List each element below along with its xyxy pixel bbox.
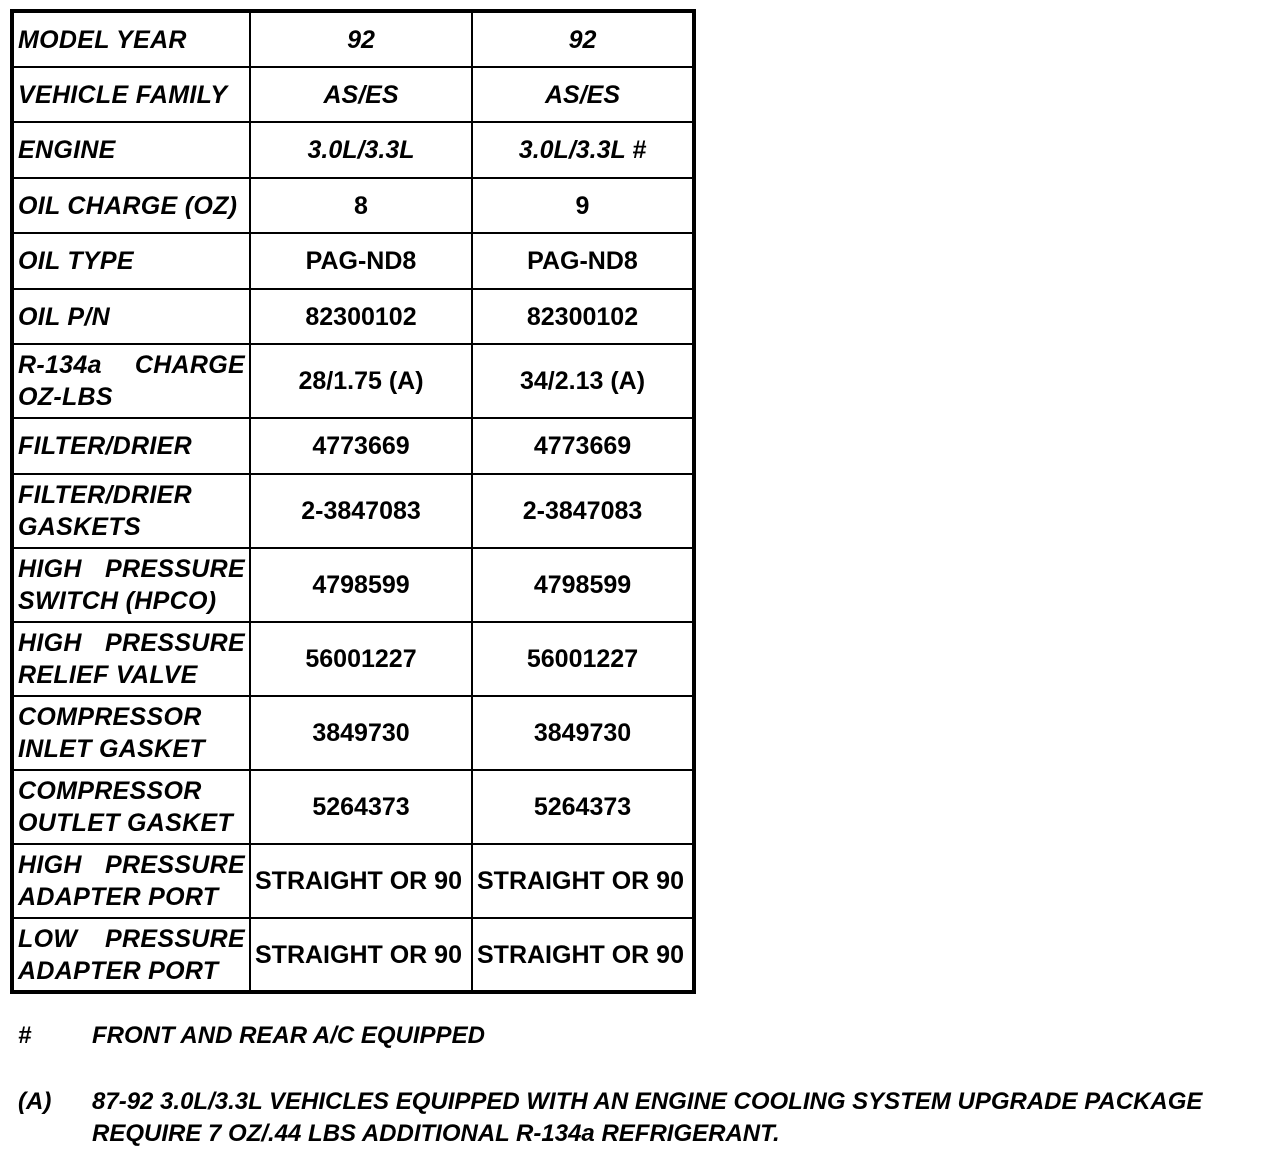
row-label: COMPRESSOR OUTLET GASKET (12, 770, 250, 844)
cell-value: 92 (472, 11, 694, 67)
cell-value: STRAIGHT OR 90 (472, 918, 694, 992)
row-label: HIGH PRESSURE RELIEF VALVE (12, 622, 250, 696)
cell-value: 82300102 (472, 289, 694, 344)
row-label: FILTER/DRIER GASKETS (12, 474, 250, 548)
cell-value: 3849730 (472, 696, 694, 770)
cell-value: 3849730 (250, 696, 472, 770)
cell-value: 56001227 (250, 622, 472, 696)
cell-value: 4798599 (472, 548, 694, 622)
table-row (12, 474, 694, 548)
cell-value: STRAIGHT OR 90 (472, 844, 694, 918)
table-row (12, 178, 694, 233)
row-label: MODEL YEAR (12, 11, 250, 67)
cell-value: AS/ES (250, 67, 472, 122)
row-label: LOW PRESSURE ADAPTER PORT (12, 918, 250, 992)
table-row (12, 233, 694, 289)
cell-value: 4798599 (250, 548, 472, 622)
row-label: HIGH PRESSURE SWITCH (HPCO) (12, 548, 250, 622)
cell-value: 3.0L/3.3L # (472, 122, 694, 178)
footnotes (18, 1020, 1273, 1150)
row-label: R-134a CHARGE OZ-LBS (12, 344, 250, 418)
cell-value: PAG-ND8 (472, 233, 694, 289)
cell-value: AS/ES (472, 67, 694, 122)
table-row (12, 770, 694, 844)
table-row (12, 418, 694, 474)
cell-value: STRAIGHT OR 90 (250, 844, 472, 918)
cell-value: 92 (250, 11, 472, 67)
row-label: FILTER/DRIER (12, 418, 250, 474)
cell-value: 9 (472, 178, 694, 233)
cell-value: 5264373 (250, 770, 472, 844)
table-row (12, 67, 694, 122)
cell-value: 2-3847083 (472, 474, 694, 548)
row-label: ENGINE (12, 122, 250, 178)
cell-value: 4773669 (472, 418, 694, 474)
table-row (12, 289, 694, 344)
table-row (12, 622, 694, 696)
table-row (12, 696, 694, 770)
cell-value: 82300102 (250, 289, 472, 344)
cell-value: 5264373 (472, 770, 694, 844)
table-row (12, 844, 694, 918)
row-label: OIL P/N (12, 289, 250, 344)
footnote-text: 87-92 3.0L/3.3L VEHICLES EQUIPPED WITH AN ENGINE COOLING SYSTEM UPGRADE PACKAGE REQUIRE 7 OZ/.44 LBS ADDITIONAL R-134a REFRIGERANT. (92, 1088, 1203, 1147)
table-row (12, 344, 694, 418)
footnote-key: # (18, 1022, 32, 1049)
row-label: COMPRESSOR INLET GASKET (12, 696, 250, 770)
cell-value: STRAIGHT OR 90 (250, 918, 472, 992)
row-label: VEHICLE FAMILY (12, 67, 250, 122)
cell-value: 3.0L/3.3L (250, 122, 472, 178)
table-row (12, 11, 694, 67)
cell-value: 56001227 (472, 622, 694, 696)
row-label: HIGH PRESSURE ADAPTER PORT (12, 844, 250, 918)
footnote-hash (18, 1020, 1273, 1052)
table-row (12, 918, 694, 992)
cell-value: 4773669 (250, 418, 472, 474)
footnote-a (18, 1086, 1273, 1150)
cell-value: 2-3847083 (250, 474, 472, 548)
row-label: OIL TYPE (12, 233, 250, 289)
cell-value: 28/1.75 (A) (250, 344, 472, 418)
footnote-key: (A) (18, 1088, 52, 1115)
table-row (12, 548, 694, 622)
spec-table (10, 9, 696, 994)
row-label: OIL CHARGE (OZ) (12, 178, 250, 233)
cell-value: 34/2.13 (A) (472, 344, 694, 418)
spec-table-body (12, 11, 694, 992)
footnote-text: FRONT AND REAR A/C EQUIPPED (92, 1022, 485, 1049)
table-row (12, 122, 694, 178)
cell-value: 8 (250, 178, 472, 233)
cell-value: PAG-ND8 (250, 233, 472, 289)
